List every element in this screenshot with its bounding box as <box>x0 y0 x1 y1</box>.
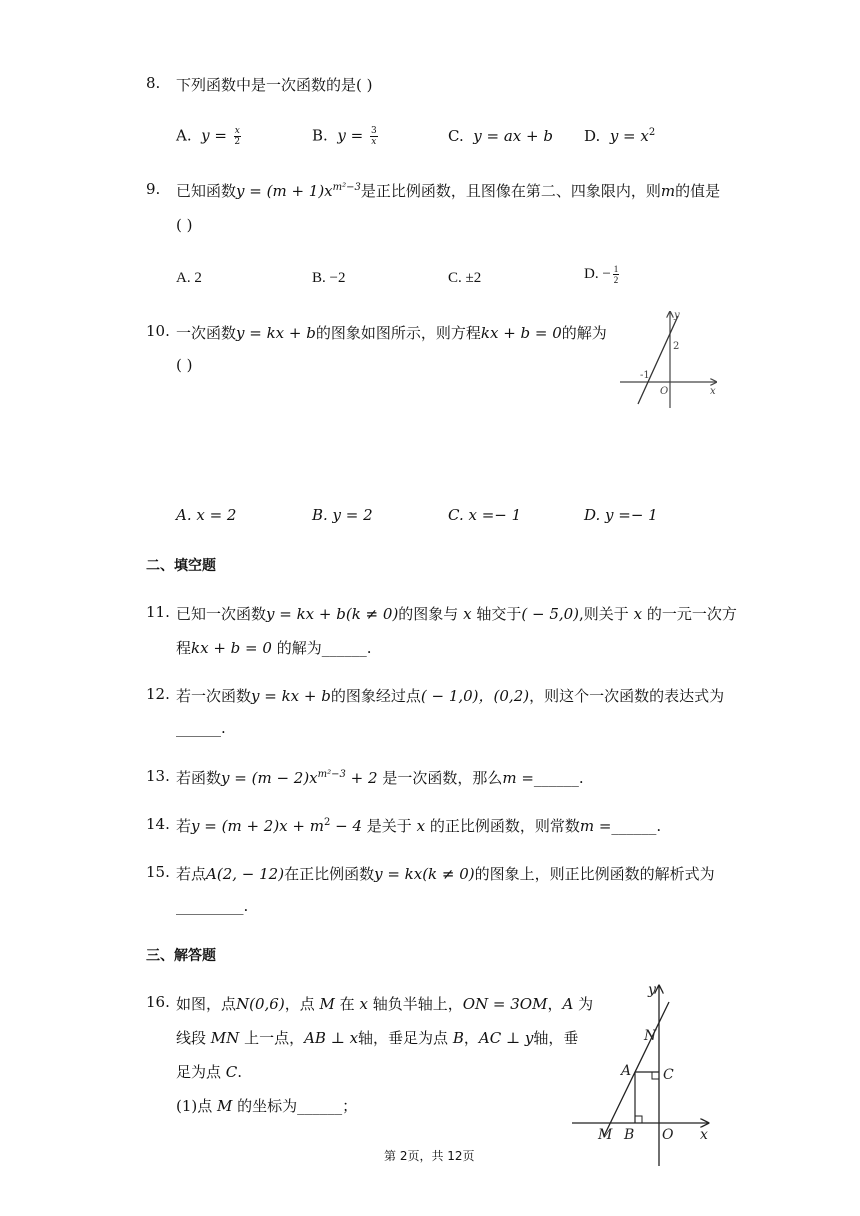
section-fill-in-heading: 二、填空题 <box>146 558 216 574</box>
q14-text: 若$y = (m + 2)x + m^2 - 4$ 是关于 x 的正比例函数，则常数m =______. <box>176 817 662 835</box>
x-intercept-label: -1 <box>640 370 650 381</box>
q15-line1: 若点A(2, − 12)在正比例函数y = kx(k ≠ 0)的图象上，则正比例函数的解析式为 <box>176 865 715 883</box>
q8-number: 8. <box>146 74 161 92</box>
q15-number: 15. <box>146 863 170 881</box>
q9-number: 9. <box>146 180 161 198</box>
point-m-label: M <box>598 1127 613 1143</box>
q15-line2: _________. <box>176 897 249 915</box>
point-n-label: N <box>644 1028 657 1044</box>
y-axis-label: y <box>674 310 680 321</box>
q8-stem: 下列函数中是一次函数的是( ) <box>176 76 373 94</box>
x-axis-label: x <box>700 1127 708 1143</box>
q10-option-d: D. y =− 1 <box>584 506 658 524</box>
right-angle-b <box>635 1116 642 1123</box>
y-intercept-label: 2 <box>673 341 680 352</box>
q12-line2: ______. <box>176 719 226 737</box>
q10-stem: 一次函数y = kx + b的图象如图所示，则方程kx + b = 0的解为 <box>176 324 607 342</box>
x-axis-label: x <box>710 386 716 397</box>
q9-stem: 已知函数$y = (m + 1)x^{m^2-3}$是正比例函数，且图像在第二、四象限内，则m的值是 <box>176 182 721 200</box>
q13-text: 若函数$y = (m - 2)x^{m^2-3} + 2$ 是一次函数，那么m =______. <box>176 769 584 787</box>
q16-line1: 如图，点N(0,6)，点 M 在 x 轴负半轴上，ON = 3OM，A 为 <box>176 995 594 1013</box>
q10-number: 10. <box>146 322 170 340</box>
point-b-label: B <box>624 1127 635 1143</box>
q12-number: 12. <box>146 685 170 703</box>
q10-line-graph <box>610 306 722 410</box>
q9-option-a: A. 2 <box>176 270 202 286</box>
q14-number: 14. <box>146 815 170 833</box>
q16-geometry-graph <box>568 976 716 1168</box>
q8-option-c: C. y = ax + b <box>448 127 553 145</box>
q16-line2: 线段 MN 上一点，AB ⊥ x轴，垂足为点 B，AC ⊥ y轴，垂 <box>176 1029 579 1047</box>
q16-number: 16. <box>146 993 170 1011</box>
q10-option-a: A. x = 2 <box>176 506 237 524</box>
point-c-label: C <box>663 1067 674 1083</box>
page-footer: 第 2页，共 12页 <box>384 1149 475 1163</box>
y-axis-label: y <box>648 982 656 998</box>
function-line <box>638 316 678 404</box>
q9-paren: ( ) <box>176 216 193 234</box>
q11-line1: 已知一次函数y = kx + b(k ≠ 0)的图象与 x 轴交于( − 5,0),则关于 x 的一元一次方 <box>176 605 737 623</box>
section-answer-heading: 三、解答题 <box>146 948 216 964</box>
q16-subquestion-1: (1)点 M 的坐标为______； <box>176 1097 358 1115</box>
q16-line3: 足为点 C. <box>176 1063 243 1081</box>
origin-label: O <box>662 1127 674 1143</box>
q10-option-c: C. x =− 1 <box>448 506 522 524</box>
q9-option-d: D. − $\frac{1}{2}$ <box>584 264 619 285</box>
q11-number: 11. <box>146 603 170 621</box>
q9-option-b: B. −2 <box>312 270 346 286</box>
q10-option-b: B. y = 2 <box>312 506 373 524</box>
right-angle-c <box>652 1072 659 1079</box>
q9-option-c: C. ±2 <box>448 270 482 286</box>
q10-paren: ( ) <box>176 356 193 374</box>
q8-option-a: A. y = $\frac{x}{2}$ <box>176 126 241 147</box>
q13-number: 13. <box>146 767 170 785</box>
q12-line1: 若一次函数y = kx + b的图象经过点( − 1,0)，(0,2)，则这个一次函数的表达式为 <box>176 687 725 705</box>
q8-option-b: B. y = $\frac{3}{x}$ <box>312 126 377 147</box>
point-a-label: A <box>621 1063 632 1079</box>
q8-option-d: D. $y = x^2$ <box>584 127 656 145</box>
origin-label: O <box>660 386 669 397</box>
q11-line2: 程kx + b = 0 的解为______. <box>176 639 372 657</box>
